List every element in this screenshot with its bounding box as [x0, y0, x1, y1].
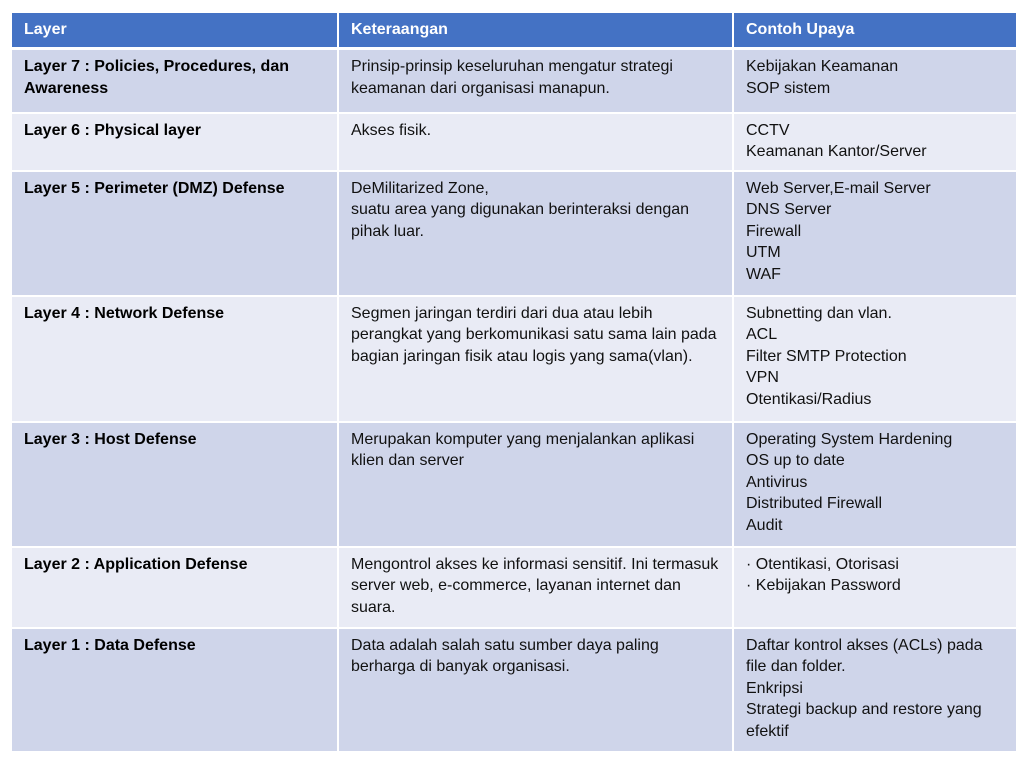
keterangan-cell: Merupakan komputer yang menjalankan aplikasi klien dan server: [338, 422, 733, 547]
layer-cell: Layer 1 : Data Defense: [12, 628, 338, 752]
layer-cell: Layer 2 : Application Defense: [12, 547, 338, 628]
keterangan-cell: Akses fisik.: [338, 113, 733, 171]
table-row: [12, 113, 1016, 171]
contoh-cell: Operating System Hardening OS up to date Antivirus Distributed Firewall Audit: [733, 422, 1016, 547]
contoh-cell: Daftar kontrol akses (ACLs) pada file dan folder. Enkripsi Strategi backup and restore yang efektif: [733, 628, 1016, 752]
header-keterangan: Keteraangan: [338, 13, 733, 49]
security-layers-table: [12, 13, 1016, 753]
keterangan-cell: Mengontrol akses ke informasi sensitif. Ini termasuk server web, e-commerce, layanan internet dan suara.: [338, 547, 733, 628]
header-contoh-upaya: Contoh Upaya: [733, 13, 1016, 49]
header-layer: Layer: [12, 13, 338, 49]
table-row: [12, 422, 1016, 547]
layer-cell: Layer 6 : Physical layer: [12, 113, 338, 171]
table-row: [12, 628, 1016, 752]
layer-cell: Layer 4 : Network Defense: [12, 296, 338, 422]
contoh-cell: Kebijakan Keamanan SOP sistem: [733, 49, 1016, 113]
keterangan-cell: Segmen jaringan terdiri dari dua atau lebih perangkat yang berkomunikasi satu sama lain pada bagian jaringan fisik atau logis yang sama(vlan).: [338, 296, 733, 422]
table-row: [12, 171, 1016, 296]
table-row: [12, 547, 1016, 628]
keterangan-cell: DeMilitarized Zone, suatu area yang digunakan berinteraksi dengan pihak luar.: [338, 171, 733, 296]
contoh-cell: · Otentikasi, Otorisasi · Kebijakan Password: [733, 547, 1016, 628]
layer-cell: Layer 7 : Policies, Procedures, dan Awareness: [12, 49, 338, 113]
table-row: [12, 296, 1016, 422]
contoh-cell: Web Server,E-mail Server DNS Server Firewall UTM WAF: [733, 171, 1016, 296]
layer-cell: Layer 5 : Perimeter (DMZ) Defense: [12, 171, 338, 296]
contoh-cell: CCTV Keamanan Kantor/Server: [733, 113, 1016, 171]
keterangan-cell: Prinsip-prinsip keseluruhan mengatur strategi keamanan dari organisasi manapun.: [338, 49, 733, 113]
keterangan-cell: Data adalah salah satu sumber daya paling berharga di banyak organisasi.: [338, 628, 733, 752]
table-row: [12, 49, 1016, 113]
table-header-row: [12, 13, 1016, 49]
contoh-cell: Subnetting dan vlan. ACL Filter SMTP Protection VPN Otentikasi/Radius: [733, 296, 1016, 422]
layer-cell: Layer 3 : Host Defense: [12, 422, 338, 547]
